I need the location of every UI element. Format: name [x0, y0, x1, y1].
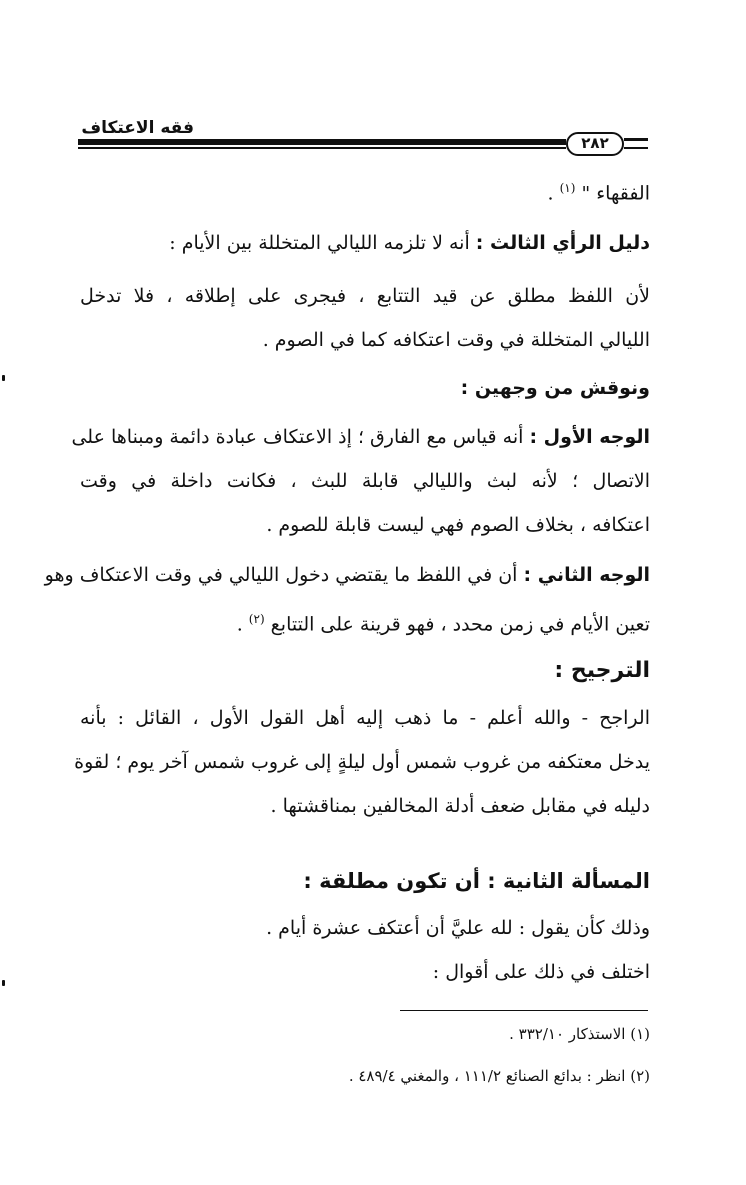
text-line-7: الاتصال ؛ لأنه لبث والليالي قابلة للبث ، فكانت داخلة في وقت [80, 470, 650, 492]
text-line-17: اختلف في ذلك على أقوال : [432, 961, 650, 983]
text-line-1 [547, 173, 650, 208]
heading-second-issue: المسألة الثانية : أن تكون مطلقة : [303, 869, 650, 893]
header-rule-top [624, 138, 648, 141]
text: تعين الأيام في زمن محدد ، فهو قرينة على التتابع [264, 613, 650, 636]
footnote-number: (١) [630, 1025, 650, 1043]
section-label: الوجه الأول : [529, 426, 650, 448]
text: . [547, 182, 560, 205]
footnote-text: الاستذكار ٣٣٢/١٠ . [509, 1025, 626, 1043]
text-line-6 [71, 422, 650, 452]
scan-mark [2, 375, 5, 381]
heading-preponderance: الترجيح : [554, 658, 650, 683]
scan-mark [2, 980, 5, 986]
page-number: ٢٨٢ [566, 132, 624, 156]
text-line-10 [237, 604, 650, 639]
header-rule-thin [78, 147, 566, 149]
text-line-9 [44, 560, 650, 590]
text-line-16: وذلك كأن يقول : لله عليَّ أن أعتكف عشرة أيام . [266, 917, 650, 939]
footnote-text: انظر : بدائع الصنائع ١١١/٢ ، والمغني ٤٨٩/٤ . [348, 1067, 626, 1085]
text: أنه لا تلزمه الليالي المتخللة بين الأيام : [169, 232, 476, 254]
text: أنه قياس مع الفارق ؛ إذ الاعتكاف عبادة دائمة ومبناها على [71, 426, 530, 448]
text-line-12: الراجح - والله أعلم - ما ذهب إليه أهل القول الأول ، القائل : بأنه [80, 707, 650, 729]
header-rule-thick [78, 139, 566, 145]
footnote-1 [509, 1022, 650, 1046]
footnote-number: (٢) [630, 1067, 650, 1085]
text: أن في اللفظ ما يقتضي دخول الليالي في وقت الاعتكاف وهو [44, 564, 524, 586]
text: الفقهاء " [575, 182, 650, 205]
text-line-4: الليالي المتخللة في وقت اعتكافه كما في الصوم . [262, 329, 650, 351]
section-label: الوجه الثاني : [523, 564, 650, 586]
footnote-2 [349, 1064, 650, 1088]
text-line-14: دليله في مقابل ضعف أدلة المخالفين بمناقشتها . [270, 795, 650, 817]
evidence-third-view [169, 228, 650, 258]
footnote-separator [400, 1010, 648, 1011]
text-line-8: اعتكافه ، بخلاف الصوم فهي ليست قابلة للصوم . [266, 514, 650, 536]
text-line-3: لأن اللفظ مطلق عن قيد التتابع ، فيجرى على إطلاقه ، فلا تدخل [80, 285, 650, 307]
running-title: فقه الاعتكاف [81, 118, 194, 138]
footnote-ref: (١) [559, 181, 576, 195]
section-label: دليل الرأي الثالث : [475, 232, 650, 254]
text-line-13: يدخل معتكفه من غروب شمس أول ليلةٍ إلى غروب شمس آخر يوم ؛ لقوة [74, 751, 650, 773]
header-rule-right [624, 147, 648, 149]
subheading-rebuttal: ونوقش من وجهين : [460, 377, 650, 399]
text: . [236, 613, 249, 636]
footnote-ref: (٢) [248, 612, 265, 626]
